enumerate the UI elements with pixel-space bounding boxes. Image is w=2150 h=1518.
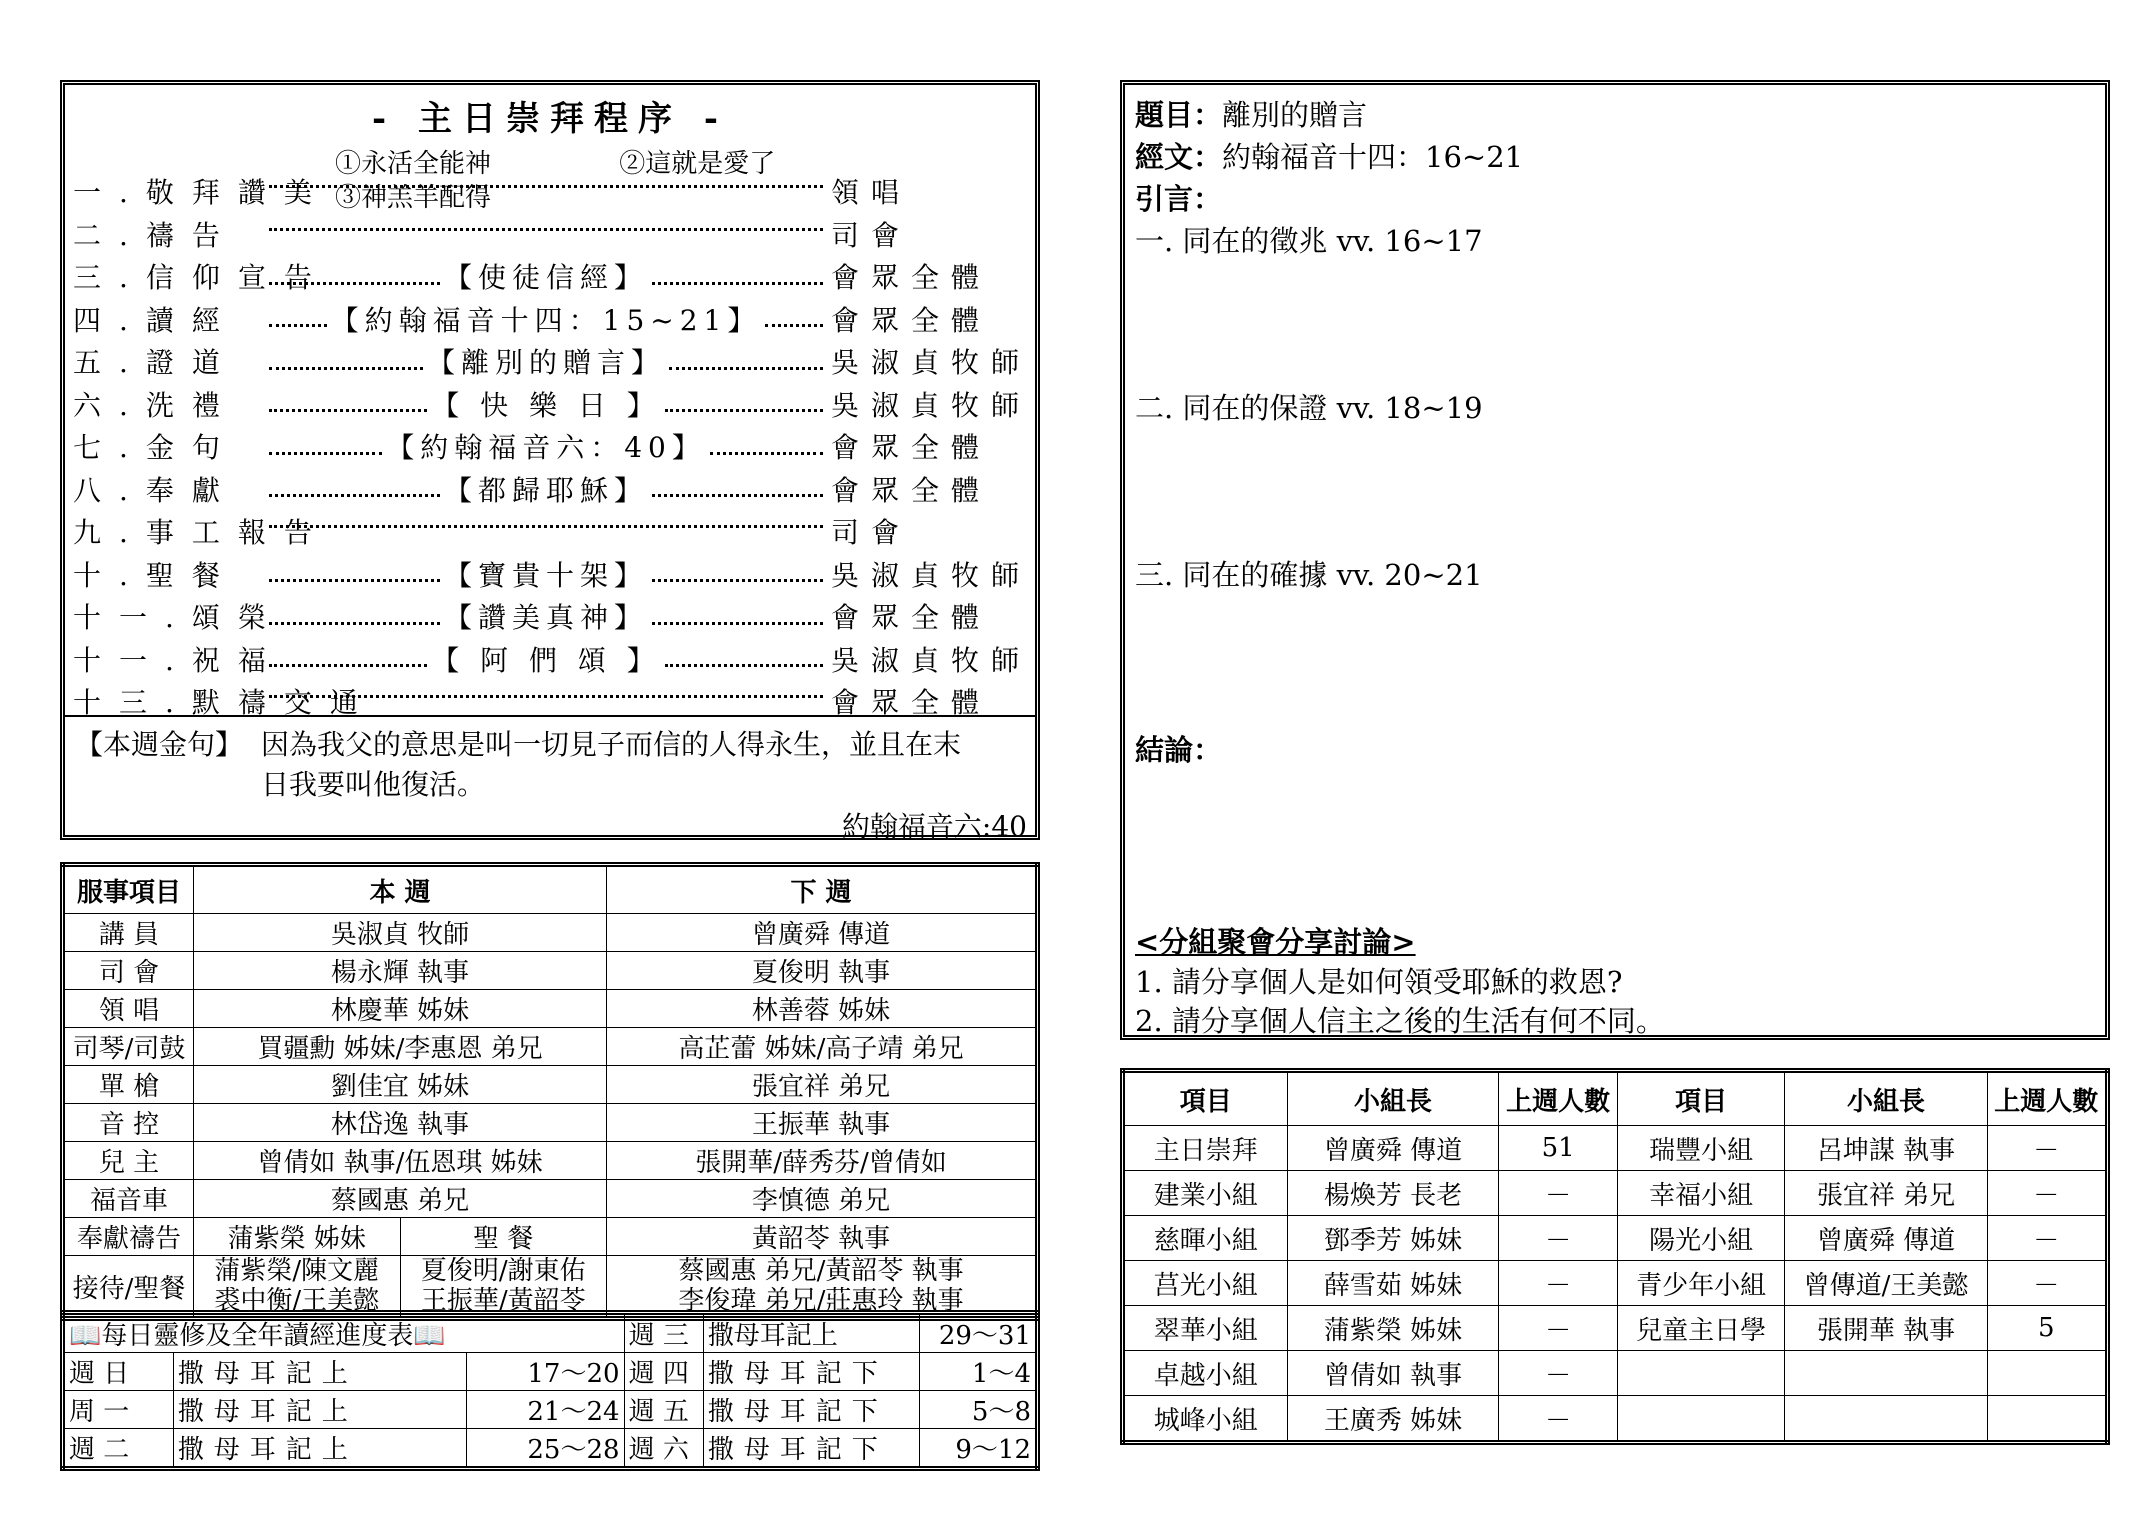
next-week: 夏俊明 執事 bbox=[607, 952, 1038, 990]
verse-text-line1: 因為我父的意思是叫一切見子而信的人得永生，並且在末 bbox=[261, 728, 962, 761]
reading-day: 週 六 bbox=[624, 1429, 703, 1469]
program-item-leader: 會眾全體 bbox=[831, 431, 992, 464]
point-2: 二. 同在的保證 vv. 18~19 bbox=[1135, 391, 1483, 425]
discussion-q2: 2. 請分享個人信主之後的生活有何不同。 bbox=[1135, 1004, 1665, 1038]
program-item-leader: 會眾全體 bbox=[831, 261, 992, 294]
program-item bbox=[73, 426, 1027, 468]
next-week: 曾廣舜 傳道 bbox=[607, 914, 1038, 952]
table-row bbox=[63, 1391, 1038, 1429]
table-row bbox=[1123, 1261, 2108, 1306]
col-attendance: 上週人數 bbox=[1499, 1071, 1618, 1126]
program-item-detail bbox=[265, 341, 827, 381]
reading-range: 1～4 bbox=[919, 1353, 1037, 1391]
program-item-leader: 會眾全體 bbox=[831, 686, 992, 719]
group-name: 卓越小組 bbox=[1123, 1351, 1288, 1396]
scripture-text: 約翰福音十四：16~21 bbox=[1222, 140, 1524, 174]
reception-line: 裘中衡/王美懿 bbox=[214, 1286, 380, 1316]
group-leader bbox=[1785, 1396, 1987, 1443]
reading-day: 週 日 bbox=[63, 1353, 174, 1391]
weekly-verse bbox=[65, 715, 1035, 843]
program-item-detail bbox=[265, 639, 827, 679]
group-attendance: 5 bbox=[1987, 1306, 2107, 1351]
col-service-item: 服事項目 bbox=[63, 865, 194, 914]
program-item-detail bbox=[265, 469, 827, 509]
group-leader: 薛雪茹 姊妹 bbox=[1287, 1261, 1499, 1306]
group-attendance bbox=[1987, 1396, 2107, 1443]
group-leader: 楊煥芳 長老 bbox=[1287, 1171, 1499, 1216]
this-week: 劉佳宜 姊妹 bbox=[194, 1066, 607, 1104]
hymn-3: ③神羔羊配得 bbox=[335, 183, 492, 213]
this-week: 曾倩如 執事/伍恩琪 姊妹 bbox=[194, 1142, 607, 1180]
program-item bbox=[73, 639, 1032, 681]
service-item: 兒 主 bbox=[63, 1142, 194, 1180]
table-row bbox=[63, 952, 1038, 990]
program-item-title: 【 阿 們 頌 】 bbox=[431, 643, 661, 677]
discussion-q1: 1. 請分享個人是如何領受耶穌的救恩? bbox=[1135, 965, 1623, 999]
group-attendance bbox=[1987, 1351, 2107, 1396]
discussion-title: <分組聚會分享討論> bbox=[1135, 925, 1416, 959]
program-item-leader: 會眾全體 bbox=[831, 303, 992, 337]
program-item-title: 【約翰福音六：40】 bbox=[386, 431, 706, 464]
group-attendance: 51 bbox=[1499, 1126, 1618, 1171]
this-week: 蒲紫榮 姊妹 bbox=[194, 1218, 401, 1256]
program-item-detail bbox=[265, 554, 827, 594]
program-item-detail bbox=[265, 426, 827, 466]
program-item-leader: 吳淑貞牧師 bbox=[831, 346, 1032, 379]
program-item-name: 九.事工報告 bbox=[73, 516, 330, 549]
reception-line: 蒲紫榮/陳文麗 bbox=[214, 1256, 380, 1286]
reading-book: 撒母耳記下 bbox=[703, 1429, 919, 1469]
reading-day: 週 四 bbox=[624, 1353, 703, 1391]
table-row bbox=[1123, 1351, 2108, 1396]
group-leader: 王廣秀 姊妹 bbox=[1287, 1396, 1499, 1443]
program-item-leader: 司會 bbox=[831, 218, 912, 252]
table-row bbox=[63, 1028, 1038, 1066]
program-item-detail bbox=[265, 596, 827, 636]
reading-title: 📖每日靈修及全年讀經進度表📖 bbox=[63, 1313, 625, 1353]
service-item: 司 會 bbox=[63, 952, 194, 990]
group-leader: 曾傳道/王美懿 bbox=[1785, 1261, 1987, 1306]
service-item: 領 唱 bbox=[63, 990, 194, 1028]
group-leader: 曾廣舜 傳道 bbox=[1785, 1216, 1987, 1261]
program-item-leader: 吳淑貞牧師 bbox=[831, 388, 1032, 422]
group-leader: 曾廣舜 傳道 bbox=[1287, 1126, 1499, 1171]
next-week: 高芷蕾 姊妹/高子靖 弟兄 bbox=[607, 1028, 1038, 1066]
col-group: 項目 bbox=[1123, 1071, 1288, 1126]
program-item-detail bbox=[265, 299, 827, 339]
program-item-leader: 吳淑貞牧師 bbox=[831, 558, 1032, 592]
program-item bbox=[73, 256, 1027, 298]
service-rows bbox=[63, 914, 1038, 1218]
service-item: 奉獻禱告 bbox=[63, 1218, 194, 1256]
group-attendance: － bbox=[1987, 1171, 2107, 1216]
group-name: 兒童主日學 bbox=[1617, 1306, 1785, 1351]
group-leader: 曾倩如 執事 bbox=[1287, 1351, 1499, 1396]
group-name bbox=[1617, 1351, 1785, 1396]
reading-range: 25～28 bbox=[467, 1429, 624, 1469]
program-item-title: 【都歸耶穌】 bbox=[444, 473, 649, 507]
program-item-name: 十.聖餐 bbox=[73, 558, 238, 592]
point-3: 三. 同在的確據 vv. 20~21 bbox=[1135, 558, 1483, 592]
program-item-leader: 領唱 bbox=[831, 176, 912, 209]
program-item-title: 【離別的贈言】 bbox=[427, 346, 666, 379]
program-item-name: 三.信仰宣告 bbox=[73, 261, 330, 294]
group-attendance: － bbox=[1499, 1396, 1618, 1443]
group-leader: 呂坤謀 執事 bbox=[1785, 1126, 1987, 1171]
reading-book: 撒母耳記上 bbox=[703, 1313, 919, 1353]
col-leader: 小組長 bbox=[1287, 1071, 1499, 1126]
table-row bbox=[63, 1218, 1038, 1256]
group-name: 翠華小組 bbox=[1123, 1306, 1288, 1351]
hymn-2: ②這就是愛了 bbox=[619, 149, 776, 179]
reception-line: 王振華/黃韶苓 bbox=[420, 1286, 586, 1316]
reading-rows bbox=[63, 1353, 1038, 1469]
program-item-title: 【 快 樂 日 】 bbox=[431, 388, 661, 422]
program-item-detail bbox=[265, 171, 827, 188]
program-item-name: 十三.默禱交通 bbox=[73, 686, 376, 719]
group-name: 慈暉小組 bbox=[1123, 1216, 1288, 1261]
service-item: 接待/聖餐 bbox=[63, 1256, 194, 1319]
program-item-name: 十一.頌榮 bbox=[73, 601, 284, 634]
service-item: 福音車 bbox=[63, 1180, 194, 1218]
group-name: 瑞豐小組 bbox=[1617, 1126, 1785, 1171]
program-item-detail bbox=[265, 681, 827, 698]
table-row bbox=[63, 990, 1038, 1028]
this-week: 買疆勳 姊妹/李惠恩 弟兄 bbox=[194, 1028, 607, 1066]
program-item-detail bbox=[265, 214, 827, 231]
next-week: 黃韶苓 執事 bbox=[607, 1218, 1038, 1256]
next-week: 張宜祥 弟兄 bbox=[607, 1066, 1038, 1104]
reading-range: 5～8 bbox=[919, 1391, 1037, 1429]
program-item bbox=[73, 171, 1027, 213]
reception-line: 蔡國惠 弟兄/黃韶苓 執事 bbox=[678, 1256, 964, 1286]
next-week: 王振華 執事 bbox=[607, 1104, 1038, 1142]
group-name bbox=[1617, 1396, 1785, 1443]
this-week: 林岱逸 執事 bbox=[194, 1104, 607, 1142]
conclusion-label: 結論： bbox=[1135, 733, 1223, 767]
program-item bbox=[73, 511, 1027, 553]
topic-label: 題目： bbox=[1135, 98, 1223, 132]
group-name: 陽光小組 bbox=[1617, 1216, 1785, 1261]
program-item-detail bbox=[265, 256, 827, 296]
program-item bbox=[73, 554, 1032, 596]
col-attendance: 上週人數 bbox=[1987, 1071, 2107, 1126]
program-item-name: 七.金句 bbox=[73, 431, 238, 464]
group-attendance: － bbox=[1499, 1261, 1618, 1306]
program-item-detail bbox=[265, 511, 827, 528]
program-item-name: 五.證道 bbox=[73, 346, 238, 379]
col-next-week: 下 週 bbox=[607, 865, 1038, 914]
program-item-title: 【寶貴十架】 bbox=[444, 558, 649, 592]
worship-program bbox=[60, 80, 1040, 843]
next-week: 林善蓉 姊妹 bbox=[607, 990, 1038, 1028]
this-week: 聖 餐 bbox=[400, 1218, 607, 1256]
group-name: 城峰小組 bbox=[1123, 1396, 1288, 1443]
table-row bbox=[63, 1429, 1038, 1469]
verse-reference: 約翰福音六:40 bbox=[841, 810, 1027, 843]
program-item bbox=[73, 341, 1032, 383]
reading-range: 29～31 bbox=[919, 1313, 1037, 1353]
table-row bbox=[63, 1353, 1038, 1391]
group-name: 青少年小組 bbox=[1617, 1261, 1785, 1306]
intro-label: 引言： bbox=[1135, 182, 1223, 216]
this-week: 林慶華 姊妹 bbox=[194, 990, 607, 1028]
group-name: 主日崇拜 bbox=[1123, 1126, 1288, 1171]
topic-text: 離別的贈言 bbox=[1222, 98, 1368, 132]
reception-line: 夏俊明/謝東佑 bbox=[420, 1256, 586, 1286]
table-row bbox=[63, 1066, 1038, 1104]
table-row bbox=[63, 914, 1038, 952]
small-groups-table bbox=[1120, 1068, 2110, 1445]
service-item: 音 控 bbox=[63, 1104, 194, 1142]
program-item-leader: 會眾全體 bbox=[831, 473, 992, 507]
program-item-name: 八.奉獻 bbox=[73, 473, 238, 507]
group-rows bbox=[1123, 1126, 2108, 1443]
group-name: 建業小組 bbox=[1123, 1171, 1288, 1216]
service-item: 司琴/司鼓 bbox=[63, 1028, 194, 1066]
program-item-title: 【約翰福音十四：15~21】 bbox=[330, 303, 762, 337]
table-row bbox=[63, 1142, 1038, 1180]
col-this-week: 本 週 bbox=[194, 865, 607, 914]
reception-line: 李俊瑋 弟兄/莊惠玲 執事 bbox=[678, 1286, 964, 1316]
program-item-name: 十一.祝福 bbox=[73, 643, 284, 677]
reading-day: 周 一 bbox=[63, 1391, 174, 1429]
group-attendance: － bbox=[1499, 1171, 1618, 1216]
reading-range: 21～24 bbox=[467, 1391, 624, 1429]
program-title: - 主日崇拜程序 - bbox=[372, 99, 728, 139]
program-item-detail bbox=[265, 384, 827, 424]
program-item-leader: 會眾全體 bbox=[831, 601, 992, 634]
reading-book: 撒母耳記下 bbox=[703, 1391, 919, 1429]
group-attendance: － bbox=[1987, 1126, 2107, 1171]
table-row bbox=[63, 1180, 1038, 1218]
group-name: 莒光小組 bbox=[1123, 1261, 1288, 1306]
group-attendance: － bbox=[1499, 1216, 1618, 1261]
program-item bbox=[73, 469, 1027, 511]
col-group: 項目 bbox=[1617, 1071, 1785, 1126]
reading-book: 撒母耳記下 bbox=[703, 1353, 919, 1391]
program-item-leader: 司會 bbox=[831, 516, 912, 549]
this-week: 蔡國惠 弟兄 bbox=[194, 1180, 607, 1218]
program-item-name: 四.讀經 bbox=[73, 303, 238, 337]
group-attendance: － bbox=[1987, 1261, 2107, 1306]
program-item bbox=[73, 384, 1032, 426]
group-leader: 張開華 執事 bbox=[1785, 1306, 1987, 1351]
point-1: 一. 同在的徵兆 vv. 16~17 bbox=[1135, 224, 1483, 258]
reading-day: 週 二 bbox=[63, 1429, 174, 1469]
program-item bbox=[73, 299, 1027, 341]
program-item-title: 【使徒信經】 bbox=[444, 261, 649, 294]
group-leader: 蒲紫榮 姊妹 bbox=[1287, 1306, 1499, 1351]
service-roster bbox=[60, 862, 1040, 1321]
hymn-1: ①永活全能神 bbox=[335, 149, 492, 179]
service-item: 講 員 bbox=[63, 914, 194, 952]
program-item bbox=[73, 214, 1027, 256]
next-week: 張開華/薛秀芬/曾倩如 bbox=[607, 1142, 1038, 1180]
program-item bbox=[73, 596, 1027, 638]
this-week: 吳淑貞 牧師 bbox=[194, 914, 607, 952]
group-attendance: － bbox=[1499, 1351, 1618, 1396]
verse-text-line2: 日我要叫他復活。 bbox=[261, 768, 486, 801]
scripture-line bbox=[1135, 135, 1523, 176]
topic-line bbox=[1135, 93, 1367, 134]
table-row bbox=[1123, 1396, 2108, 1443]
group-leader: 張宜祥 弟兄 bbox=[1785, 1171, 1987, 1216]
program-item-leader: 吳淑貞牧師 bbox=[831, 643, 1032, 677]
next-week: 李慎德 弟兄 bbox=[607, 1180, 1038, 1218]
reading-book: 撒母耳記上 bbox=[173, 1353, 467, 1391]
group-leader: 鄧季芳 姊妹 bbox=[1287, 1216, 1499, 1261]
service-item: 單 槍 bbox=[63, 1066, 194, 1104]
reading-range: 9～12 bbox=[919, 1429, 1037, 1469]
reading-day: 週 三 bbox=[624, 1313, 703, 1353]
table-row bbox=[63, 1104, 1038, 1142]
sermon-notes bbox=[1120, 80, 2110, 1040]
verse-label: 【本週金句】 bbox=[75, 728, 244, 761]
scripture-label: 經文： bbox=[1135, 140, 1223, 174]
program-item-name: 六.洗禮 bbox=[73, 388, 238, 422]
this-week: 楊永輝 執事 bbox=[194, 952, 607, 990]
reading-book: 撒母耳記上 bbox=[173, 1429, 467, 1469]
col-leader: 小組長 bbox=[1785, 1071, 1987, 1126]
program-item-name: 一.敬拜讚美 bbox=[73, 176, 330, 209]
table-row bbox=[1123, 1306, 2108, 1351]
group-name: 幸福小組 bbox=[1617, 1171, 1785, 1216]
table-row bbox=[1123, 1171, 2108, 1216]
group-attendance: － bbox=[1499, 1306, 1618, 1351]
reading-range: 17～20 bbox=[467, 1353, 624, 1391]
program-item-title: 【讚美真神】 bbox=[444, 601, 649, 634]
program-item-name: 二.禱告 bbox=[73, 218, 238, 252]
reading-schedule bbox=[60, 1310, 1040, 1471]
group-leader bbox=[1785, 1351, 1987, 1396]
group-attendance: － bbox=[1987, 1216, 2107, 1261]
reading-day: 週 五 bbox=[624, 1391, 703, 1429]
table-row bbox=[1123, 1126, 2108, 1171]
reading-book: 撒母耳記上 bbox=[173, 1391, 467, 1429]
table-row bbox=[1123, 1216, 2108, 1261]
